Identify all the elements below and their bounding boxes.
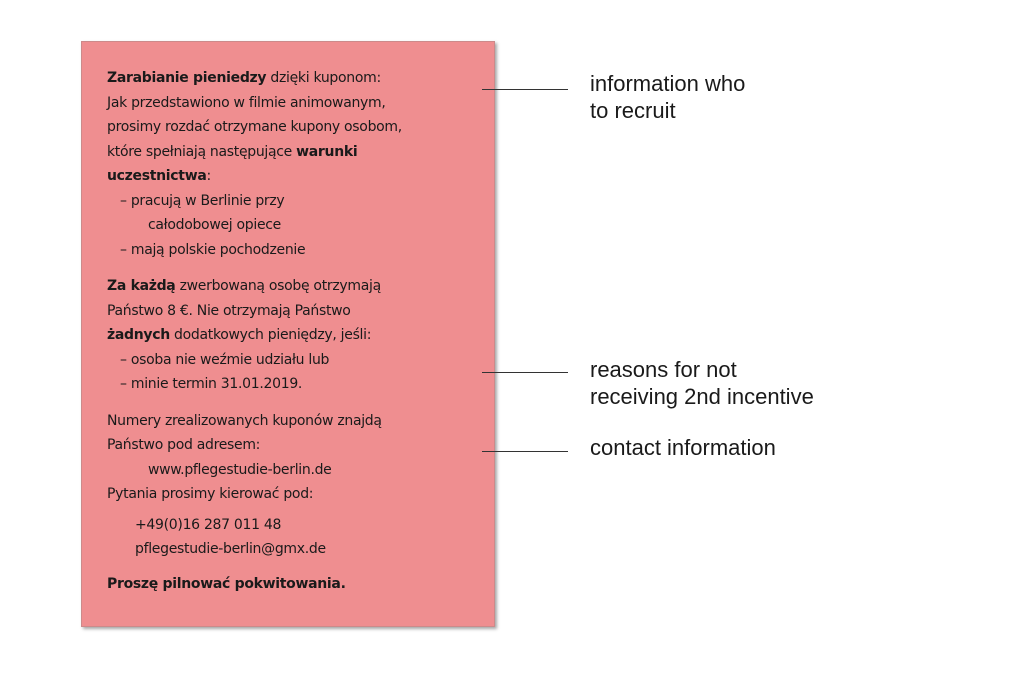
website-link: www.pflegestudie-berlin.de	[148, 461, 332, 478]
annotation-reasons	[590, 356, 814, 410]
intro-line-1: Jak przedstawiono w filmie animowanym,	[107, 94, 386, 111]
reason-1: – osoba nie weźmie udziału lub	[120, 351, 330, 368]
leader-line-reasons	[482, 372, 568, 373]
condition-1-line-2: całodobowej opiece	[148, 217, 281, 233]
phone-number: +49(0)16 287 011 48	[135, 516, 282, 533]
leader-line-contact	[482, 451, 568, 452]
intro-title-rest: dzięki kuponom:	[266, 70, 381, 86]
intro-line-3-text: które spełniają następujące	[107, 143, 297, 160]
recruitment-flyer	[81, 41, 495, 627]
reward-line-3	[107, 323, 494, 348]
intro-line-2: prosimy rozdać otrzymane kupony osobom,	[107, 119, 402, 135]
reward-bold: Za każdą	[107, 278, 176, 294]
annotation-who-line-2: to recruit	[590, 98, 676, 123]
closing-note	[107, 572, 494, 597]
intro-line-4-bold: uczestnictwa	[107, 168, 207, 184]
reward-rest: zwerbowaną osobę otrzymają	[175, 278, 381, 294]
email-address: pflegestudie-berlin@gmx.de	[135, 541, 326, 557]
annotation-reasons-line-1: reasons for not	[590, 357, 737, 382]
intro-line-4	[107, 164, 494, 189]
contact-line-2: Państwo pod adresem:	[107, 437, 261, 453]
leader-line-who	[482, 89, 568, 90]
annotation-who-line-1: information who	[590, 71, 746, 96]
intro-line-3	[107, 140, 494, 165]
condition-2: – mają polskie pochodzenie	[120, 241, 306, 258]
annotation-who-to-recruit	[590, 70, 745, 124]
contact-line-1: Numery zrealizowanych kuponów znajdą	[107, 412, 382, 429]
reward-line-3-bold: żadnych	[107, 327, 170, 343]
reward-line-3-rest: dodatkowych pieniędzy, jeśli:	[169, 327, 372, 343]
annotation-contact: contact information	[590, 435, 776, 460]
intro-line-4-rest: :	[206, 168, 211, 184]
intro-heading	[107, 66, 494, 91]
reward-line-2: Państwo 8 €. Nie otrzymają Państwo	[107, 302, 351, 319]
questions-line: Pytania prosimy kierować pod:	[107, 486, 314, 502]
intro-line-3-bold: warunki	[296, 143, 358, 160]
annotation-reasons-line-2: receiving 2nd incentive	[590, 384, 814, 409]
reward-line-1	[107, 274, 494, 299]
intro-title-bold: Zarabianie pieniedzy	[107, 70, 267, 86]
reason-2: – minie termin 31.01.2019.	[120, 376, 303, 392]
closing-bold: Proszę pilnować pokwitowania.	[107, 575, 346, 592]
condition-1-line-1: – pracują w Berlinie przy	[120, 192, 285, 209]
